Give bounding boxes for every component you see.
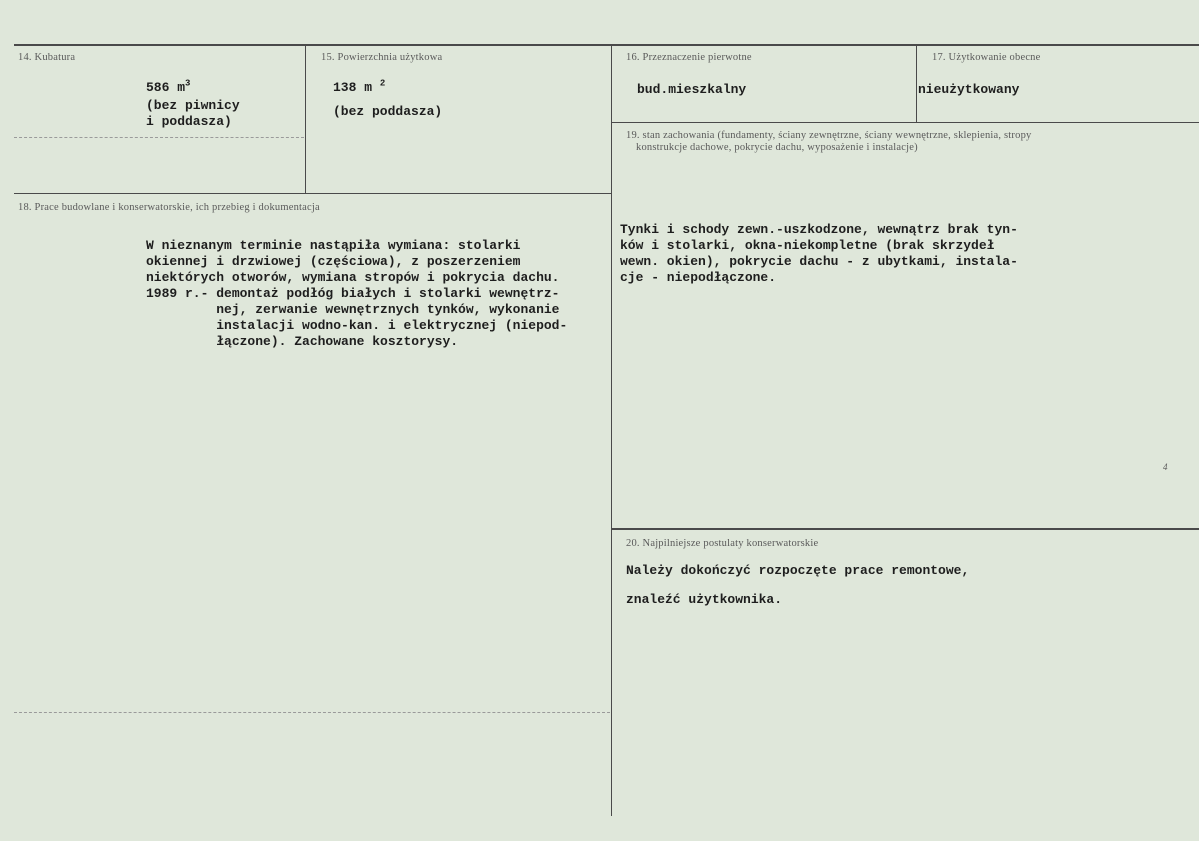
field-14-value [146,80,190,96]
field-14-unit-exponent: 3 [185,78,191,89]
field-18-text: W nieznanym terminie nastąpiła wymiana: stolarki okiennej i drzwiowej (częściowa), z poszerzeniem niektórych otworów, wymiana stropów i pokrycia dachu. 1989 r.- demontaż podłóg białych i stolarki wewnętrz- nej, zerwanie wewnętrznych tynków, wykonanie instalacji wodno-kan. i elektrycznej (niepod- łączone). Zachowane kosztorysy. [146,238,568,349]
field-18-label: 18. Prace budowlane i konserwatorskie, ich przebieg i dokumentacja [18,202,320,213]
guide-line [14,712,610,713]
guide-line [14,137,304,138]
divider-col-17 [916,46,917,122]
field-15-value-main: 138 m [333,80,380,95]
field-16-label: 16. Przeznaczenie pierwotne [626,52,752,63]
field-15-label: 15. Powierzchnia użytkowa [321,52,443,63]
field-19-label: 19. stan zachowania (fundamenty, ściany zewnętrzne, ściany wewnętrzne, sklepienia, stropy [626,130,1032,141]
rule-above-20 [612,528,1199,530]
field-14-value-note: (bez piwnicy i poddasza) [146,98,240,129]
field-19-label-cont: konstrukcje dachowe, pokrycie dachu, wyposażenie i instalacje) [636,142,918,153]
field-14-label: 14. Kubatura [18,52,76,63]
field-20-label: 20. Najpilniejsze postulaty konserwatorskie [626,538,819,549]
field-14-value-main: 586 m [146,80,186,95]
field-20-line-2: znaleźć użytkownika. [626,592,783,607]
divider-col-15 [305,46,306,194]
field-17-label: 17. Użytkowanie obecne [932,52,1041,63]
field-15-unit-exponent: 2 [379,78,386,89]
margin-mark: 4 [1163,462,1168,472]
field-20-line-1: Należy dokończyć rozpoczęte prace remontowe, [626,563,970,578]
field-15-value [333,80,385,96]
rule-below-14-15 [14,193,611,194]
field-15-value-note: (bez poddasza) [333,104,443,119]
field-16-value: bud.mieszkalny [637,82,747,97]
field-19-text: Tynki i schody zewn.-uszkodzone, wewnątrz brak tyn- ków i stolarki, okna-niekompletne (brak skrzydeł wewn. okien), pokrycie dachu - z ubytkami, instala- cje - niepodłączone. [620,222,1018,285]
rule-below-16-17 [612,122,1199,123]
top-border [14,44,1199,46]
divider-main [611,46,612,816]
field-17-value: nieużytkowany [918,82,1020,97]
